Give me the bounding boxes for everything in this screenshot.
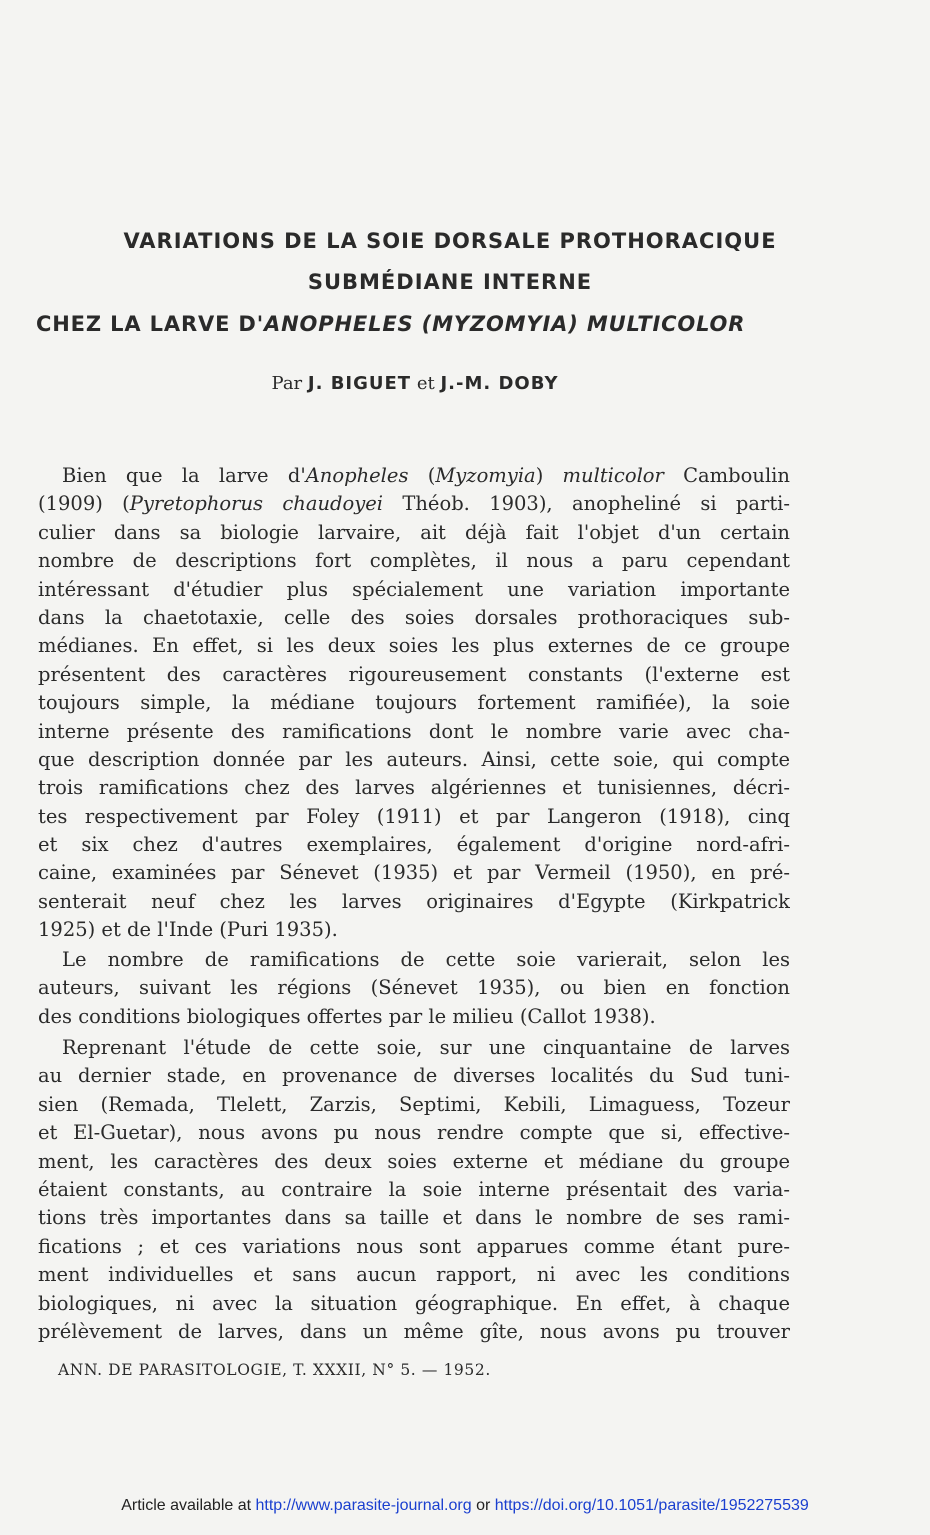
journal-link[interactable]: http://www.parasite-journal.org: [255, 1497, 472, 1514]
article-title-species: ANOPHELES (MYZOMYIA) MULTICOLOR: [264, 312, 746, 336]
paragraph-line: et six chez d'autres exemplaires, également d'origine nord-afri-: [38, 833, 790, 857]
article-title-line-3: [36, 312, 745, 336]
paragraph-line: médianes. En effet, si les deux soies les plus externes de ce groupe: [38, 634, 790, 658]
paragraph-line: intéressant d'étudier plus spécialement une variation importante: [38, 577, 790, 601]
authors-et: et: [416, 373, 435, 394]
paragraph-line: interne présente des ramifications dont le nombre varie avec cha-: [38, 719, 790, 743]
paragraph-line: tes respectivement par Foley (1911) et par Langeron (1918), cinq: [38, 804, 790, 828]
paragraph-2: [38, 946, 790, 1031]
paragraph-line: nombre de descriptions fort complètes, il nous a paru cependant: [38, 549, 790, 573]
text-run: ): [535, 464, 563, 487]
italic-run: Pyretophorus chaudoyei: [129, 492, 384, 516]
paragraph-line: ment individuelles et sans aucun rapport, ni avec les conditions: [38, 1263, 790, 1287]
footer-prefix: Article available at: [121, 1497, 256, 1514]
paragraph-line: biologiques, ni avec la situation géographique. En effet, à chaque: [38, 1291, 790, 1315]
availability-footer: [0, 1497, 930, 1515]
author-2: J.-M. DOBY: [440, 373, 559, 394]
text-run: Théob. 1903), anopheliné si parti-: [383, 492, 790, 516]
paragraph-line: et El-Guetar), nous avons pu nous rendre compte que si, effective-: [38, 1121, 790, 1145]
paragraph-line: culier dans sa biologie larvaire, ait déjà fait l'objet d'un certain: [38, 520, 790, 544]
text-run: Bien que la larve d': [62, 464, 306, 487]
paragraph-line: prélèvement de larves, dans un même gîte, nous avons pu trouver: [38, 1319, 790, 1343]
authors-par: Par: [271, 373, 303, 394]
article-title-line-2: SUBMÉDIANE INTERNE: [307, 270, 593, 294]
paragraph-line: sien (Remada, Tlelett, Zarzis, Septimi, Kebili, Limaguess, Tozeur: [38, 1092, 790, 1116]
paragraph-line: 1925) et de l'Inde (Puri 1935).: [38, 918, 338, 942]
paragraph-line: étaient constants, au contraire la soie interne présentait des varia-: [38, 1177, 790, 1201]
paragraph-line: toujours simple, la médiane toujours fortement ramifiée), la soie: [38, 691, 790, 715]
paragraph-line: fications ; et ces variations nous sont apparues comme étant pure-: [38, 1234, 790, 1258]
italic-run: multicolor: [562, 464, 664, 487]
paragraph-line: que description donnée par les auteurs. Ainsi, cette soie, qui compte: [38, 747, 790, 771]
text-run: (: [408, 464, 436, 487]
paragraph-line: senterait neuf chez les larves originaires d'Egypte (Kirkpatrick: [38, 889, 790, 913]
paragraph-line: des conditions biologiques offertes par le milieu (Callot 1938).: [38, 1004, 656, 1028]
text-run: (1909) (: [38, 492, 130, 516]
paragraph-line: Le nombre de ramifications de cette soie varierait, selon les: [62, 948, 790, 971]
article-title-line-1: VARIATIONS DE LA SOIE DORSALE PROTHORACIQUE: [123, 229, 777, 253]
author-1: J. BIGUET: [307, 373, 412, 394]
paragraph-line: caine, examinées par Sénevet (1935) et par Vermeil (1950), en pré-: [38, 861, 790, 885]
article-title-line-3-prefix: CHEZ LA LARVE D': [36, 312, 264, 336]
paragraph-line: présentent des caractères rigoureusement constants (l'externe est: [38, 662, 790, 686]
paragraph-line: Reprenant l'étude de cette soie, sur une cinquantaine de larves: [62, 1036, 790, 1059]
paragraph-line: [38, 462, 790, 490]
paragraph-3: [38, 1034, 790, 1346]
paragraph-line: tions très importantes dans sa taille et dans le nombre de ses rami-: [38, 1206, 790, 1230]
authors-line: [0, 373, 830, 394]
paragraph-line: au dernier stade, en provenance de diverses localités du Sud tuni-: [38, 1064, 790, 1088]
footer-or: or: [471, 1497, 495, 1514]
paragraph-line: trois ramifications chez des larves algériennes et tunisiennes, décri-: [38, 776, 790, 800]
paragraph-line: auteurs, suivant les régions (Sénevet 1935), ou bien en fonction: [38, 976, 790, 1000]
text-run: Camboulin: [663, 464, 790, 487]
paragraph-1: [38, 462, 790, 945]
paragraph-line: dans la chaetotaxie, celle des soies dorsales prothoraciques sub-: [38, 605, 790, 629]
journal-reference: ANN. DE PARASITOLOGIE, T. XXXII, N° 5. — 1952.: [58, 1361, 491, 1379]
paragraph-line: ment, les caractères des deux soies externe et médiane du groupe: [38, 1149, 790, 1173]
doi-link[interactable]: https://doi.org/10.1051/parasite/1952275539: [494, 1497, 809, 1514]
italic-run: Myzomyia: [435, 464, 536, 487]
paragraph-line: [38, 490, 790, 518]
italic-run: Anopheles: [305, 464, 409, 487]
